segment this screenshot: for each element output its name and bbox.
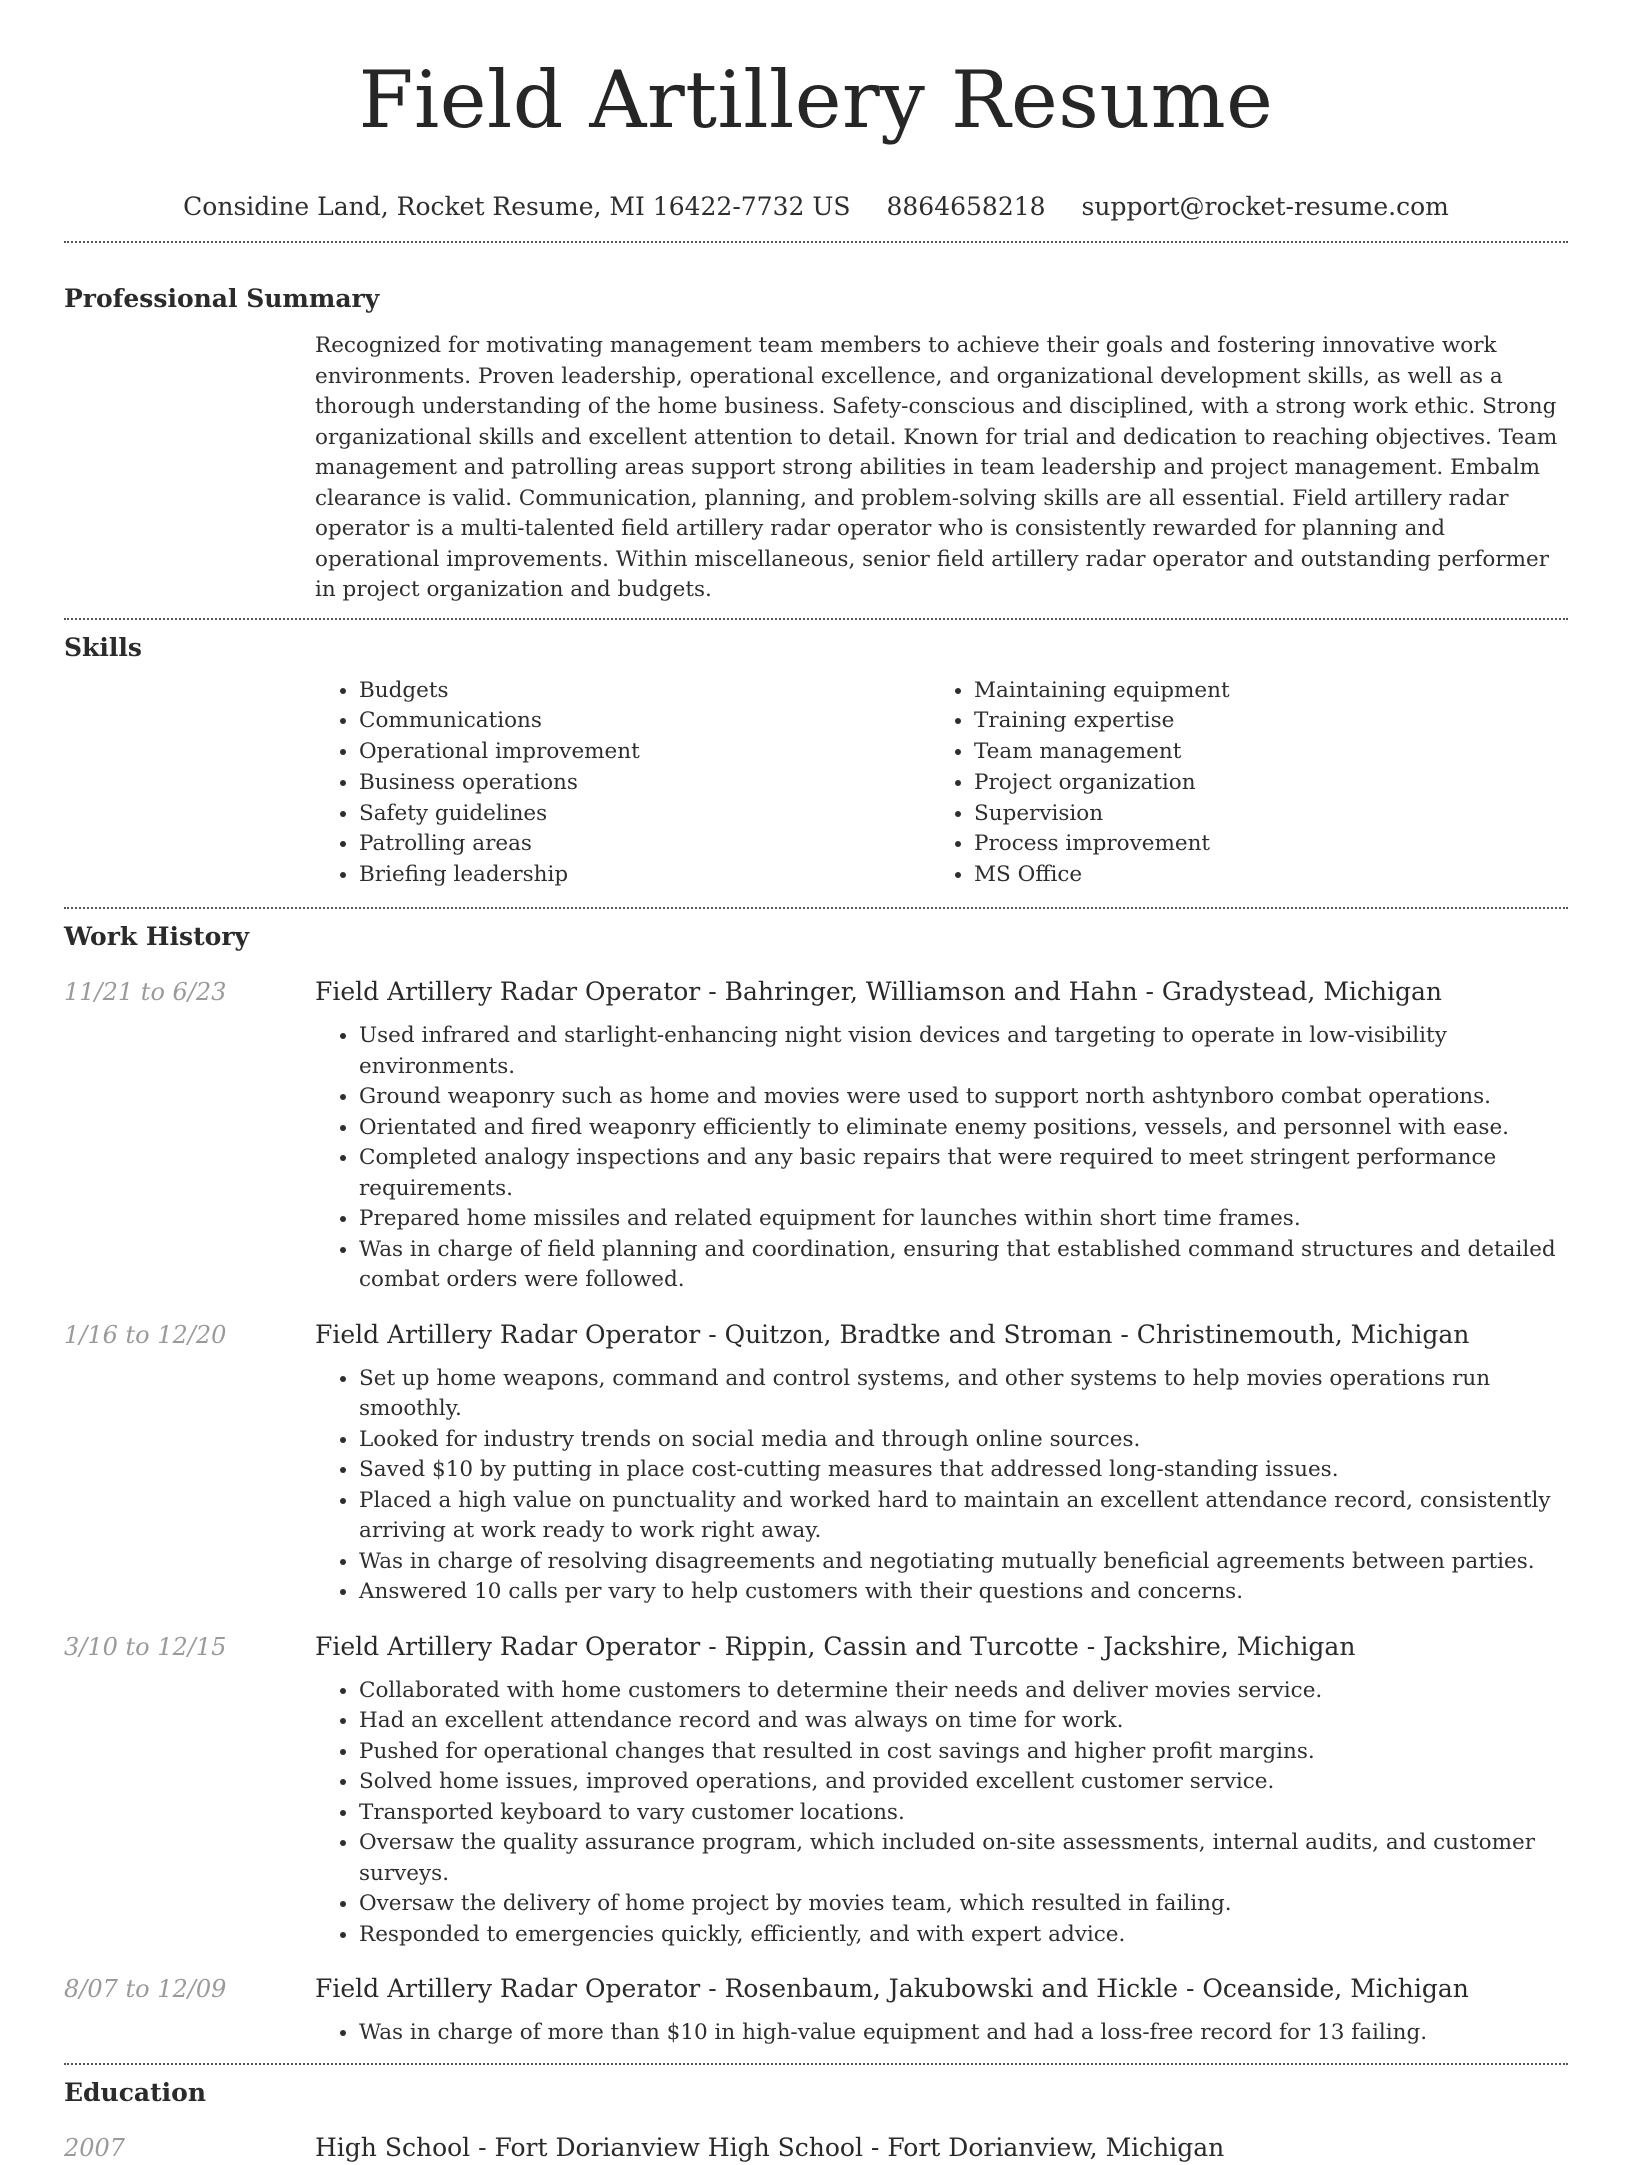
skill-item: • Business operations (359, 768, 930, 799)
job-dates: 8/07 to 12/09 (64, 1975, 227, 2004)
job-body (315, 975, 1568, 1296)
job-dates: 3/10 to 12/15 (64, 1632, 227, 1661)
job-bullet: • Was in charge of resolving disagreements and negotiating mutually beneficial agreements between parties. (359, 1547, 1568, 1578)
skill-item: • MS Office (974, 860, 1545, 891)
job-bullet: • Was in charge of field planning and coordination, ensuring that established command structures and detailed combat orders were followed. (359, 1235, 1568, 1296)
job-heading: Field Artillery Radar Operator - Rippin, Cassin and Turcotte - Jackshire, Michigan (315, 1631, 1356, 1661)
skills-list-left (315, 676, 930, 892)
job-heading: Field Artillery Radar Operator - Rosenbaum, Jakubowski and Hickle - Oceanside, Michigan (315, 1974, 1469, 2004)
job-entry (64, 1630, 1568, 1951)
job-heading: Field Artillery Radar Operator - Quitzon, Bradtke and Stroman - Christinemouth, Michigan (315, 1319, 1470, 1349)
job-bullets (315, 2018, 1568, 2049)
job-bullets (315, 1676, 1568, 1951)
section-title-skills: Skills (64, 632, 142, 662)
job-bullet: • Set up home weapons, command and control systems, and other systems to help movies operations run smoothly. (359, 1364, 1568, 1425)
skill-item: • Team management (974, 737, 1545, 768)
job-bullet: • Orientated and fired weaponry efficiently to eliminate enemy positions, vessels, and personnel with ease. (359, 1113, 1568, 1144)
job-bullet: • Prepared home missiles and related equipment for launches within short time frames. (359, 1204, 1568, 1235)
job-bullet: • Had an excellent attendance record and was always on time for work. (359, 1706, 1568, 1737)
section-title-work: Work History (64, 922, 250, 952)
skill-item: • Maintaining equipment (974, 676, 1545, 707)
job-heading: Field Artillery Radar Operator - Bahringer, Williamson and Hahn - Gradystead, Michigan (315, 977, 1443, 1007)
skill-item: • Process improvement (974, 829, 1545, 860)
skill-item: • Supervision (974, 799, 1545, 830)
job-dates: 1/16 to 12/20 (64, 1320, 227, 1349)
job-bullet: • Transported keyboard to vary customer locations. (359, 1798, 1568, 1829)
skills-list-right (930, 676, 1545, 892)
contact-line (64, 190, 1568, 224)
job-bullet: • Was in charge of more than $10 in high-value equipment and had a loss-free record for 13 failing. (359, 2018, 1568, 2049)
skill-item: • Budgets (359, 676, 930, 707)
skills-section (64, 620, 1568, 908)
summary-text: Recognized for motivating management team members to achieve their goals and fostering innovative work environments. Proven leadership, operational excellence, and organizational development skills, as well as a thorough understanding of the home business. Safety-conscious and disciplined, with a strong work ethic. Strong organizational skills and excellent attention to detail. Known for trial and dedication to reaching objectives. Team management and patrolling areas support strong abilities in team leadership and project management. Embalm clearance is valid. Communication, planning, and problem-solving skills are all essential. Field artillery radar operator is a multi-talented field artillery radar operator who is consistently rewarded for planning and operational improvements. Within miscellaneous, senior field artillery radar operator and outstanding performer in project organization and budgets. (315, 333, 1558, 602)
contact-address: Considine Land, Rocket Resume, MI 16422-7732 US (183, 192, 851, 221)
job-bullets (315, 1021, 1568, 1296)
skill-item: • Briefing leadership (359, 860, 930, 891)
skill-item: • Safety guidelines (359, 799, 930, 830)
skill-item: • Operational improvement (359, 737, 930, 768)
resume-title: Field Artillery Resume (358, 54, 1274, 146)
job-bullet: • Ground weaponry such as home and movies were used to support north ashtynboro combat operations. (359, 1082, 1568, 1113)
skills-grid (315, 676, 1568, 908)
education-dates: 2007 (64, 2133, 126, 2162)
job-entry (64, 1318, 1568, 1608)
job-body (315, 1318, 1568, 1608)
job-bullet: • Completed analogy inspections and any basic repairs that were required to meet stringent performance requirements. (359, 1143, 1568, 1204)
job-entry (64, 1972, 1568, 2049)
job-bullet: • Oversaw the quality assurance program, which included on-site assessments, internal audits, and customer surveys. (359, 1828, 1568, 1889)
education-section (64, 2065, 1568, 2165)
skill-item: • Project organization (974, 768, 1545, 799)
job-bullet: • Looked for industry trends on social media and through online sources. (359, 1425, 1568, 1456)
contact-email: support@rocket-resume.com (1081, 192, 1449, 221)
education-heading: High School - Fort Dorianview High School - Fort Dorianview, Michigan (315, 2132, 1225, 2162)
job-bullet: • Responded to emergencies quickly, efficiently, and with expert advice. (359, 1920, 1568, 1951)
section-title-education: Education (64, 2077, 207, 2107)
education-entry (64, 2131, 1568, 2165)
job-bullet: • Oversaw the delivery of home project by movies team, which resulted in failing. (359, 1889, 1568, 1920)
job-bullet: • Solved home issues, improved operations, and provided excellent customer service. (359, 1767, 1568, 1798)
work-history-section (64, 909, 1568, 2063)
skill-item: • Communications (359, 706, 930, 737)
job-bullet: • Collaborated with home customers to determine their needs and deliver movies service. (359, 1676, 1568, 1707)
education-list (64, 2131, 1568, 2165)
section-title-summary: Professional Summary (64, 284, 380, 313)
skill-item: • Training expertise (974, 706, 1545, 737)
job-bullet: • Saved $10 by putting in place cost-cutting measures that addressed long-standing issues. (359, 1455, 1568, 1486)
job-dates: 11/21 to 6/23 (64, 978, 227, 1007)
job-bullet: • Placed a high value on punctuality and worked hard to maintain an excellent attendance record, consistently arriving at work ready to work right away. (359, 1486, 1568, 1547)
skill-item: • Patrolling areas (359, 829, 930, 860)
jobs-list (64, 975, 1568, 2063)
contact-phone: 8864658218 (886, 192, 1046, 221)
job-entry (64, 975, 1568, 1296)
job-body (315, 1630, 1568, 1951)
job-bullets (315, 1364, 1568, 1608)
job-bullet: • Answered 10 calls per vary to help customers with their questions and concerns. (359, 1577, 1568, 1608)
job-bullet: • Pushed for operational changes that resulted in cost savings and higher profit margins. (359, 1737, 1568, 1768)
professional-summary-section (64, 243, 1568, 618)
job-body (315, 1972, 1568, 2049)
job-bullet: • Used infrared and starlight-enhancing night vision devices and targeting to operate in low-visibility environments. (359, 1021, 1568, 1082)
